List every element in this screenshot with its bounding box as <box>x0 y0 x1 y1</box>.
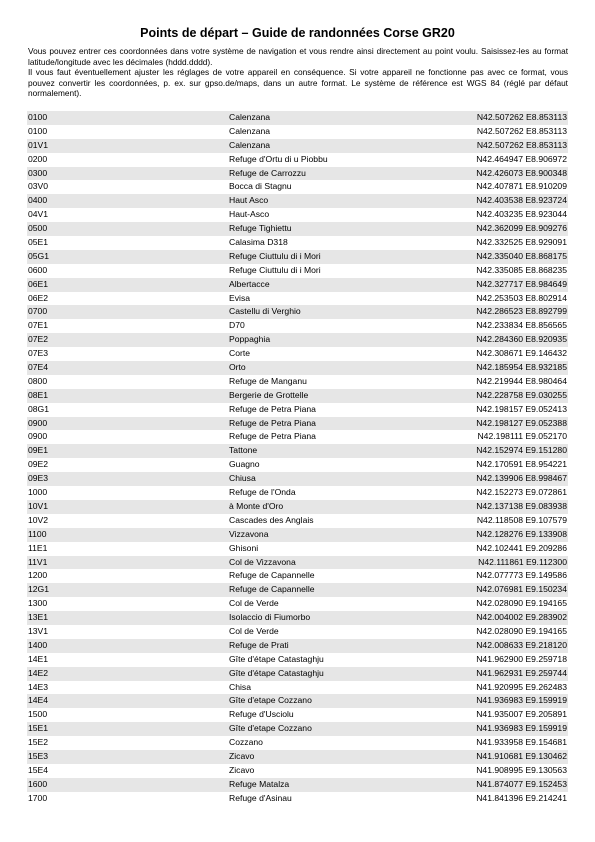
location-name: Isolaccio di Fiumorbo <box>229 612 311 623</box>
location-name: Ghisoni <box>229 542 259 553</box>
location-name: Bergerie de Grottelle <box>229 389 309 400</box>
location-name: Refuge de Capannelle <box>229 584 315 595</box>
waypoint-code: 1200 <box>28 570 48 581</box>
gps-coordinates: N41.933958 E9.154681 <box>476 737 567 748</box>
intro-paragraph-1: Vous pouvez entrer ces coordonnées dans votre système de navigation et vous rendre ainsi directement au point voulu. Saisissez-les au format latitude/longitude avec les décimales (hddd.dddd). <box>28 46 568 67</box>
location-name: Gîte d'etape Cozzano <box>229 695 312 706</box>
location-name: Refuge de Petra Piana <box>229 403 316 414</box>
location-name: Refuge de Capannelle <box>229 570 315 581</box>
waypoint-code: 0200 <box>28 153 48 164</box>
table-row <box>27 305 568 319</box>
table-row <box>27 194 568 208</box>
waypoint-code: 0700 <box>28 306 48 317</box>
location-name: Tattone <box>229 445 258 456</box>
table-row <box>27 708 568 722</box>
gps-coordinates: N42.335085 E8.868235 <box>476 264 567 275</box>
table-row <box>27 486 568 500</box>
location-name: Poppaghia <box>229 334 271 345</box>
waypoint-code: 13E1 <box>28 612 49 623</box>
gps-coordinates: N42.308671 E9.146432 <box>476 348 567 359</box>
location-name: Col de Verde <box>229 625 279 636</box>
table-row <box>27 389 568 403</box>
table-row <box>27 458 568 472</box>
gps-coordinates: N42.076981 E9.150234 <box>476 584 567 595</box>
gps-coordinates: N42.327717 E8.984649 <box>476 278 567 289</box>
location-name: Refuge de Manganu <box>229 375 307 386</box>
table-row <box>27 736 568 750</box>
waypoint-code: 1000 <box>28 487 48 498</box>
gps-coordinates: N42.507262 E8.853113 <box>476 125 567 136</box>
gps-coordinates: N41.962900 E9.259718 <box>476 653 567 664</box>
gps-coordinates: N42.111861 E9.112300 <box>478 556 567 567</box>
gps-coordinates: N42.198127 E9.052388 <box>476 417 567 428</box>
gps-coordinates: N41.936983 E9.159919 <box>476 723 567 734</box>
gps-coordinates: N42.198157 E9.052413 <box>476 403 567 414</box>
waypoint-code: 08G1 <box>28 403 50 414</box>
waypoint-code: 14E1 <box>28 653 49 664</box>
location-name: à Monte d'Oro <box>229 500 284 511</box>
waypoint-code: 1700 <box>28 792 48 803</box>
table-row <box>27 583 568 597</box>
location-name: Guagno <box>229 459 260 470</box>
gps-coordinates: N41.936983 E9.159919 <box>476 695 567 706</box>
table-row <box>27 278 568 292</box>
table-row <box>27 430 568 444</box>
table-row <box>27 556 568 570</box>
waypoint-code: 07E1 <box>28 320 49 331</box>
gps-coordinates: N42.028090 E9.194165 <box>476 625 567 636</box>
intro-paragraph-2: Il vous faut éventuellement ajuster les réglages de votre appareil en conséquence. Si votre appareil ne fonctionne pas avec ce format, vous pouvez convertir les coordonnées, p. ex. sur gpso.de/maps, dans un autre format. Le système de référence est WGS 84 (réglé par défaut normalement). <box>28 67 568 99</box>
location-name: Refuge d'Asinau <box>229 792 292 803</box>
table-row <box>27 153 568 167</box>
gps-coordinates: N42.507262 E8.853113 <box>476 112 567 122</box>
waypoint-code: 11E1 <box>28 542 48 553</box>
location-name: Refuge Ciuttulu di i Mori <box>229 264 321 275</box>
waypoint-code: 0300 <box>28 167 48 178</box>
location-name: Refuge de l'Onda <box>229 487 296 498</box>
location-name: Calenzana <box>229 125 271 136</box>
location-name: Albertacce <box>229 278 270 289</box>
table-row <box>27 542 568 556</box>
waypoint-code: 04V1 <box>28 209 49 220</box>
gps-coordinates: N42.028090 E9.194165 <box>476 598 567 609</box>
location-name: Refuge Tighiettu <box>229 223 292 234</box>
location-name: Refuge Matalza <box>229 778 290 789</box>
waypoint-code: 06E1 <box>28 278 49 289</box>
page-title: Points de départ – Guide de randonnées Corse GR20 <box>140 26 455 40</box>
waypoint-code: 10V1 <box>28 500 49 511</box>
table-row <box>27 222 568 236</box>
table-row <box>27 694 568 708</box>
waypoint-code: 1300 <box>28 598 48 609</box>
waypoint-code: 15E3 <box>28 750 49 761</box>
location-name: Refuge de Carrozzu <box>229 167 306 178</box>
table-row <box>27 444 568 458</box>
gps-coordinates: N42.170591 E8.954221 <box>476 459 567 470</box>
waypoint-code: 09E2 <box>28 459 49 470</box>
gps-coordinates: N42.286523 E8.892799 <box>476 306 567 317</box>
table-row <box>27 569 568 583</box>
gps-coordinates: N41.920995 E9.262483 <box>476 681 567 692</box>
table-row <box>27 319 568 333</box>
location-name: Gîte d'étape Catastaghju <box>229 667 324 678</box>
gps-coordinates: N42.198111 E9.052170 <box>477 431 567 442</box>
waypoint-code: 0900 <box>28 417 48 428</box>
gps-coordinates: N42.403235 E8.923044 <box>476 209 567 220</box>
table-row <box>27 722 568 736</box>
gps-coordinates: N42.253503 E8.802914 <box>476 292 567 303</box>
table-row <box>27 597 568 611</box>
waypoint-code: 07E4 <box>28 362 49 373</box>
table-row <box>27 778 568 792</box>
waypoint-code: 0400 <box>28 195 48 206</box>
location-name: Col de Vizzavona <box>229 556 296 567</box>
table-row <box>27 250 568 264</box>
waypoint-code: 1600 <box>28 778 48 789</box>
location-name: Haut Asco <box>229 195 269 206</box>
table-row <box>27 625 568 639</box>
waypoint-code: 13V1 <box>28 625 49 636</box>
waypoint-code: 15E1 <box>28 723 49 734</box>
table-row <box>27 111 568 125</box>
gps-coordinates: N42.362099 E8.909276 <box>476 223 567 234</box>
gps-coordinates: N42.426073 E8.900348 <box>476 167 567 178</box>
waypoint-code: 09E3 <box>28 473 49 484</box>
gps-coordinates: N41.962931 E9.259744 <box>476 667 567 678</box>
location-name: Zicavo <box>229 764 255 775</box>
waypoint-code: 07E3 <box>28 348 49 359</box>
location-name: Orto <box>229 362 246 373</box>
location-name: Refuge Ciuttulu di i Mori <box>229 250 321 261</box>
location-name: Refuge de Prati <box>229 639 289 650</box>
gps-coordinates: N42.128276 E9.133908 <box>476 528 567 539</box>
location-name: Corte <box>229 348 251 359</box>
waypoint-code: 15E4 <box>28 764 49 775</box>
gps-coordinates: N42.507262 E8.853113 <box>476 139 567 150</box>
location-name: Cozzano <box>229 737 263 748</box>
waypoint-code: 1500 <box>28 709 48 720</box>
waypoint-code: 03V0 <box>28 181 49 192</box>
table-row <box>27 764 568 778</box>
waypoint-code: 01V1 <box>28 139 49 150</box>
gps-coordinates: N42.077773 E9.149586 <box>476 570 567 581</box>
gps-coordinates: N42.284360 E8.920935 <box>476 334 567 345</box>
table-row <box>27 417 568 431</box>
table-row <box>27 180 568 194</box>
location-name: Chiusa <box>229 473 256 484</box>
table-row <box>27 472 568 486</box>
location-name: Bocca di Stagnu <box>229 181 292 192</box>
waypoint-code: 1100 <box>28 528 47 539</box>
waypoint-code: 05E1 <box>28 237 49 248</box>
location-name: Vizzavona <box>229 528 269 539</box>
waypoint-code: 0100 <box>28 112 48 122</box>
waypoint-code: 09E1 <box>28 445 49 456</box>
location-name: Calenzana <box>229 139 271 150</box>
table-row <box>27 611 568 625</box>
gps-coordinates: N42.139906 E8.998467 <box>476 473 567 484</box>
waypoint-code: 05G1 <box>28 250 50 261</box>
gps-coordinates: N41.935007 E9.205891 <box>476 709 567 720</box>
table-row <box>27 667 568 681</box>
gps-coordinates: N42.102441 E9.209286 <box>476 542 567 553</box>
table-row <box>27 139 568 153</box>
waypoint-code: 1400 <box>28 639 48 650</box>
waypoint-code: 11V1 <box>28 556 48 567</box>
waypoint-code: 0800 <box>28 375 48 386</box>
table-row <box>27 514 568 528</box>
gps-coordinates: N41.910681 E9.130462 <box>476 750 567 761</box>
location-name: Calasima D318 <box>229 237 288 248</box>
waypoint-code: 14E2 <box>28 667 49 678</box>
location-name: Chisa <box>229 681 251 692</box>
location-name: Castellu di Verghio <box>229 306 301 317</box>
table-row <box>27 403 568 417</box>
table-row <box>27 347 568 361</box>
gps-coordinates: N42.185954 E8.932185 <box>476 362 567 373</box>
table-row <box>27 236 568 250</box>
waypoint-code: 12G1 <box>28 584 50 595</box>
waypoint-code: 0900 <box>28 431 48 442</box>
location-name: Col de Verde <box>229 598 279 609</box>
gps-coordinates: N42.464947 E8.906972 <box>476 153 567 164</box>
location-name: Cascades des Anglais <box>229 514 314 525</box>
table-row <box>27 528 568 542</box>
waypoint-code: 10V2 <box>28 514 49 525</box>
table-row <box>27 292 568 306</box>
table-row <box>27 792 568 806</box>
gps-coordinates: N42.118508 E9.107579 <box>476 514 567 525</box>
location-name: D70 <box>229 320 245 331</box>
gps-coordinates: N42.335040 E8.868175 <box>476 250 567 261</box>
table-row <box>27 125 568 139</box>
gps-coordinates: N42.137138 E9.083938 <box>476 500 567 511</box>
location-name: Refuge de Petra Piana <box>229 417 316 428</box>
waypoint-code: 06E2 <box>28 292 49 303</box>
gps-coordinates: N41.841396 E9.214241 <box>476 792 567 803</box>
table-row <box>27 167 568 181</box>
table-row <box>27 500 568 514</box>
table-row <box>27 639 568 653</box>
gps-coordinates: N41.908995 E9.130563 <box>476 764 567 775</box>
gps-coordinates: N42.152273 E9.072861 <box>476 487 567 498</box>
location-name: Gîte d'etape Cozzano <box>229 723 312 734</box>
table-row <box>27 750 568 764</box>
location-name: Calenzana <box>229 112 271 122</box>
gps-coordinates: N42.004002 E9.283902 <box>476 612 567 623</box>
location-name: Evisa <box>229 292 251 303</box>
waypoint-code: 15E2 <box>28 737 49 748</box>
waypoint-code: 08E1 <box>28 389 49 400</box>
waypoint-code: 14E3 <box>28 681 49 692</box>
table-row <box>27 681 568 695</box>
table-row <box>27 333 568 347</box>
location-name: Zicavo <box>229 750 255 761</box>
gps-coordinates: N42.233834 E8.856565 <box>476 320 567 331</box>
table-row <box>27 375 568 389</box>
table-row <box>27 361 568 375</box>
gps-coordinates: N41.874077 E9.152453 <box>476 778 567 789</box>
location-name: Gîte d'étape Catastaghju <box>229 653 324 664</box>
table-row <box>27 264 568 278</box>
waypoint-code: 0100 <box>28 125 48 136</box>
gps-coordinates: N42.008633 E9.218120 <box>476 639 567 650</box>
waypoint-code: 07E2 <box>28 334 49 345</box>
waypoint-code: 0600 <box>28 264 48 275</box>
gps-coordinates: N42.152974 E9.151280 <box>476 445 567 456</box>
location-name: Refuge d'Usciolu <box>229 709 294 720</box>
gps-coordinates: N42.228758 E9.030255 <box>476 389 567 400</box>
gps-coordinates: N42.407871 E8.910209 <box>476 181 567 192</box>
location-name: Refuge d'Ortu di u Piobbu <box>229 153 328 164</box>
gps-coordinates: N42.219944 E8.980464 <box>476 375 567 386</box>
location-name: Haut-Asco <box>229 209 270 220</box>
coordinates-table <box>27 111 568 806</box>
intro-text <box>28 46 568 99</box>
gps-coordinates: N42.403538 E8.923724 <box>476 195 567 206</box>
location-name: Refuge de Petra Piana <box>229 431 316 442</box>
table-row <box>27 653 568 667</box>
waypoint-code: 14E4 <box>28 695 49 706</box>
waypoint-code: 0500 <box>28 223 48 234</box>
table-row <box>27 208 568 222</box>
gps-coordinates: N42.332525 E8.929091 <box>476 237 567 248</box>
